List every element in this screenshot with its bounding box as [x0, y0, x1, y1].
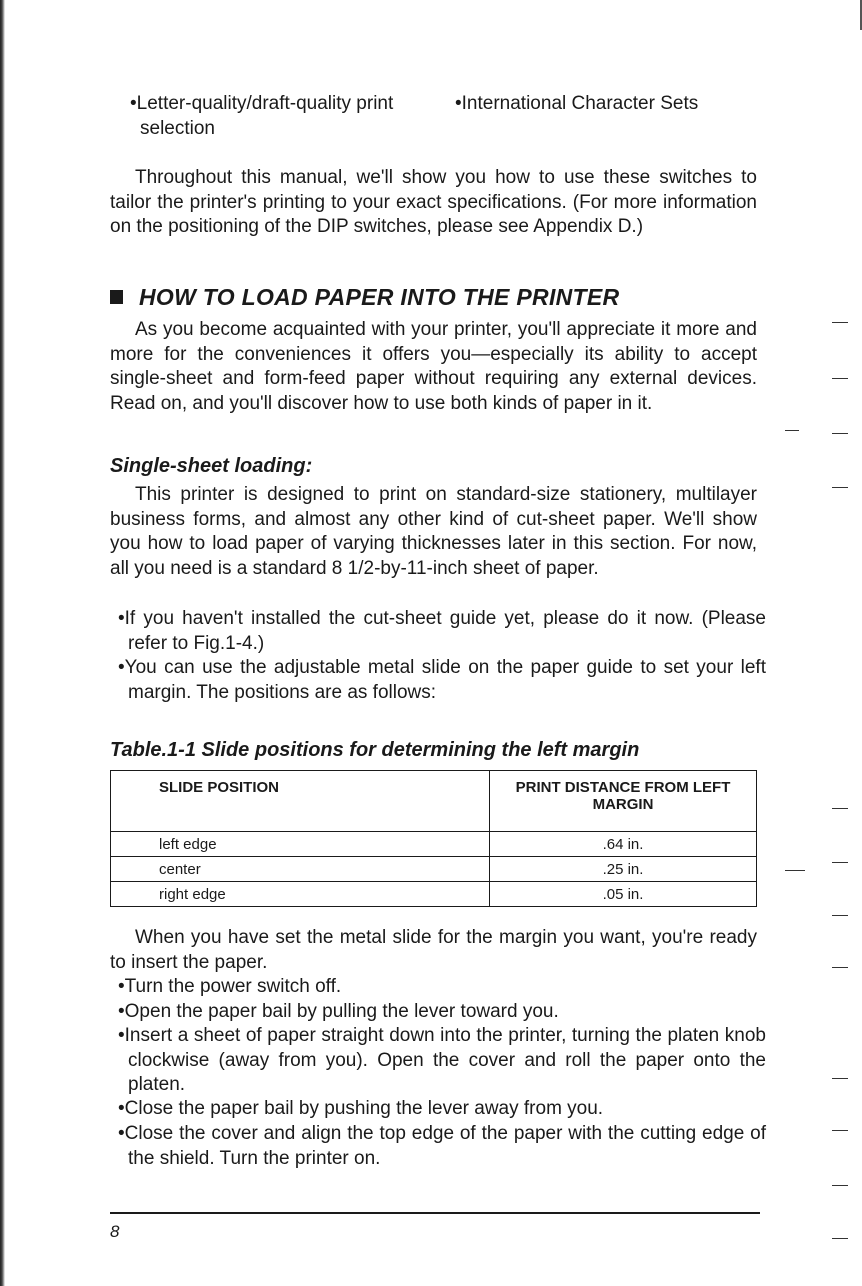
- table-caption: Table.1-1 Slide positions for determining the left margin: [110, 739, 640, 761]
- list-item: •Open the paper bail by pulling the lever toward you.: [118, 1001, 559, 1022]
- table-header-row: [111, 771, 757, 832]
- feature-item: •International Character Sets: [455, 93, 699, 114]
- margin-mark: [832, 862, 848, 863]
- section-intro: As you become acquainted with your printer, you'll appreciate it more and more for the conveniences it offers you—especially its ability to accept single-sheet and form-feed paper without requiring any external devices. Read on, and you'll discover how to use both kinds of paper in it.: [110, 319, 757, 414]
- margin-mark: [832, 1130, 848, 1131]
- table-cell: .64 in.: [490, 832, 757, 857]
- intro-paragraph: Throughout this manual, we'll show you how to use these switches to tailor the printer's printing to your exact specifications. (For more information on the positioning of the DIP switches, please see Appendix D.): [110, 167, 757, 237]
- list-item: •Turn the power switch off.: [118, 976, 342, 997]
- after-table-paragraph: When you have set the metal slide for the margin you want, you're ready to insert the paper.: [110, 927, 757, 973]
- square-bullet-icon: [110, 290, 123, 304]
- list-item: •Insert a sheet of paper straight down into the printer, turning the platen knob clockwise (away from you). Open the cover and roll the paper onto the platen.: [118, 1025, 766, 1095]
- single-sheet-paragraph: This printer is designed to print on standard-size stationery, multilayer business forms, and almost any other kind of cut-sheet paper. We'll show you how to load paper of varying thicknesses later in this section. For now, all you need is a standard 8 1/2-by-11-inch sheet of paper.: [110, 484, 757, 579]
- margin-mark: [832, 1078, 848, 1079]
- margin-mark: [832, 1238, 848, 1239]
- column-header: PRINT DISTANCE FROM LEFT MARGIN: [490, 771, 757, 832]
- page-number: 8: [110, 1222, 120, 1241]
- margin-mark: [832, 808, 848, 809]
- feature-item: •Letter-quality/draft-quality print selection: [130, 93, 394, 139]
- margin-mark: [832, 967, 848, 968]
- table-cell: .05 in.: [490, 882, 757, 907]
- subheading-single-sheet: Single-sheet loading:: [110, 455, 313, 477]
- column-header: SLIDE POSITION: [111, 771, 490, 832]
- margin-mark: [785, 870, 805, 871]
- margin-mark: [832, 1185, 848, 1186]
- table-cell: center: [111, 857, 490, 882]
- table-row: [111, 882, 757, 907]
- list-item: •You can use the adjustable metal slide on the paper guide to set your left margin. The positions are as follows:: [118, 657, 766, 703]
- list-item: •Close the paper bail by pushing the lever away from you.: [118, 1098, 604, 1119]
- table-cell: .25 in.: [490, 857, 757, 882]
- margin-mark: [832, 487, 848, 488]
- scan-edge-left: [0, 0, 5, 1286]
- margin-mark: [832, 915, 848, 916]
- table-row: [111, 832, 757, 857]
- margin-mark: [785, 430, 799, 431]
- margin-mark: [832, 322, 848, 323]
- section-heading: HOW TO LOAD PAPER INTO THE PRINTER: [110, 284, 619, 311]
- list-item: •If you haven't installed the cut-sheet guide yet, please do it now. (Please refer to Fig.1-4.): [118, 608, 766, 654]
- table-cell: right edge: [111, 882, 490, 907]
- margin-mark: [832, 378, 848, 379]
- table-cell: left edge: [111, 832, 490, 857]
- slide-positions-table: [110, 770, 757, 907]
- footer-rule: [110, 1212, 760, 1214]
- table-row: [111, 857, 757, 882]
- margin-mark: [832, 433, 848, 434]
- list-item: •Close the cover and align the top edge of the paper with the cutting edge of the shield. Turn the printer on.: [118, 1123, 766, 1169]
